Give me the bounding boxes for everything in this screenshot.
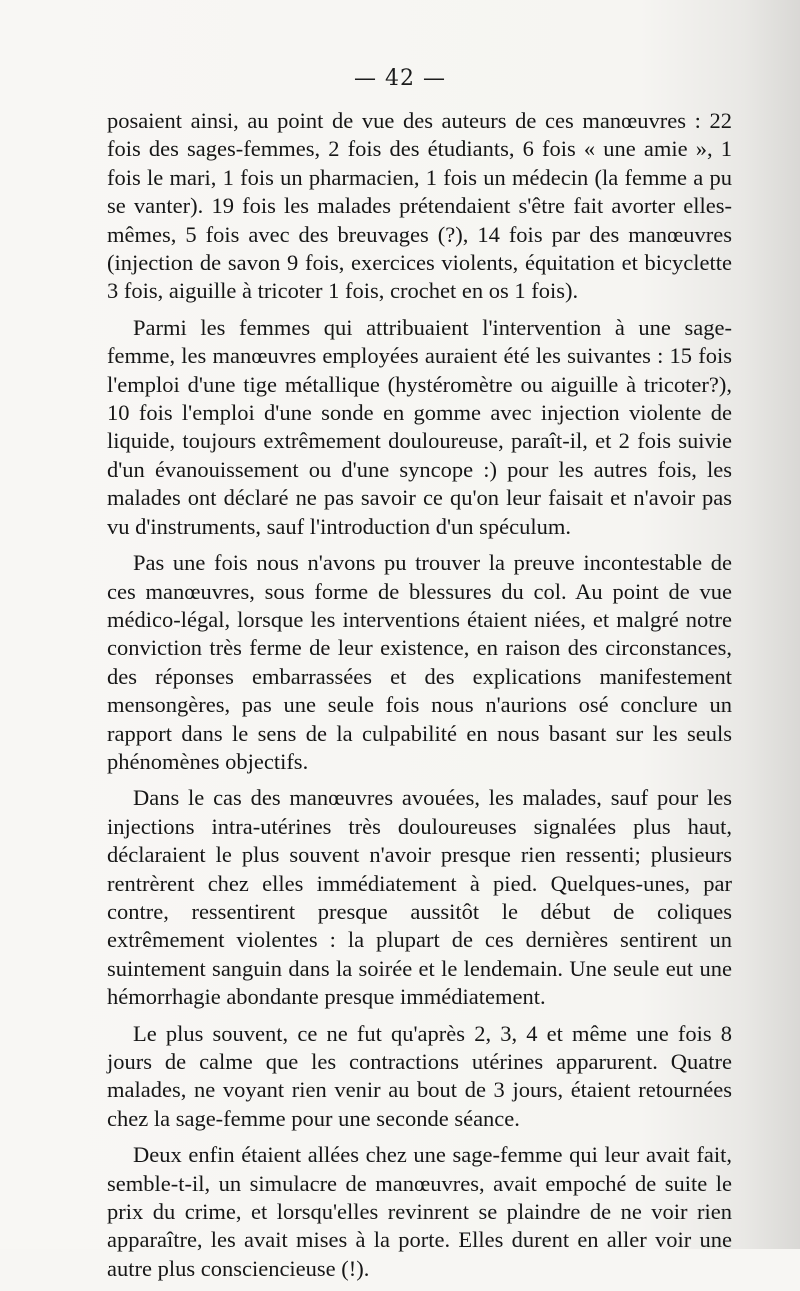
body-text — [107, 107, 732, 1291]
paragraph-1: posaient ainsi, au point de vue des auteurs de ces manœuvres : 22 fois des sages-femmes, 2 fois des étudiants, 6 fois « une amie », 1 fois le mari, 1 fois un pharmacien, 1 fois un médecin (la femme a pu se vanter). 19 fois les malades prétendaient s'être fait avorter elles-mêmes, 5 fois avec des breuvages (?), 14 fois par des manœuvres (injection de savon 9 fois, exercices violents, équitation et bicyclette 3 fois, aiguille à tricoter 1 fois, crochet en os 1 fois). — [107, 108, 732, 304]
paragraph-3: Pas une fois nous n'avons pu trouver la preuve incontestable de ces manœuvres, sous forme de blessures du col. Au point de vue médico-légal, lorsque les interventions étaient niées, et malgré notre conviction très ferme de leur existence, en raison des circonstances, des réponses embarrassées et des explications manifestement mensongères, pas une seule fois nous n'aurions osé conclure un rapport dans le sens de la culpabilité en nous basant sur les seuls phénomènes objectifs. — [107, 550, 732, 774]
paragraph-5: Le plus souvent, ce ne fut qu'après 2, 3, 4 et même une fois 8 jours de calme que les contractions utérines apparurent. Quatre malades, ne voyant rien venir au bout de 3 jours, étaient retournées chez la sage-femme pour une seconde séance. — [107, 1020, 732, 1131]
page-number: — 42 — — [354, 66, 446, 91]
paragraph-4: Dans le cas des manœuvres avouées, les malades, sauf pour les injections intra-utérines très douloureuses signalées plus haut, déclaraient le plus souvent n'avoir presque rien ressenti; plusieurs rentrèrent chez elles immédiatement à pied. Quelques-unes, par contre, ressentirent presque aussitôt le début de coliques extrêmement violentes : la plupart de ces dernières sentirent un suintement sanguin dans la soirée et le lendemain. Une seule eut une hémorrhagie abondante presque immédiatement. — [107, 785, 732, 1010]
paragraph-2: Parmi les femmes qui attribuaient l'intervention à une sage-femme, les manœuvres employées auraient été les suivantes : 15 fois l'emploi d'une tige métallique (hystéromètre ou aiguille à tricoter?), 10 fois l'emploi d'une sonde en gomme avec injection violente de liquide, toujours extrêmement douloureuse, paraît-il, et 2 fois suivie d'un évanouissement ou d'une syncope :) pour les autres fois, les malades ont déclaré ne pas savoir ce qu'on leur faisait et n'avoir pas vu d'instruments, sauf l'introduction d'un spéculum. — [107, 314, 732, 539]
paragraph-6: Deux enfin étaient allées chez une sage-femme qui leur avait fait, semble-t-il, un simulacre de manœuvres, avait empoché de suite le prix du crime, et lorsqu'elles revinrent se plaindre de ne voir rien apparaître, les avait mises à la porte. Elles durent en aller voir une autre plus consciencieuse (!). — [107, 1142, 732, 1281]
